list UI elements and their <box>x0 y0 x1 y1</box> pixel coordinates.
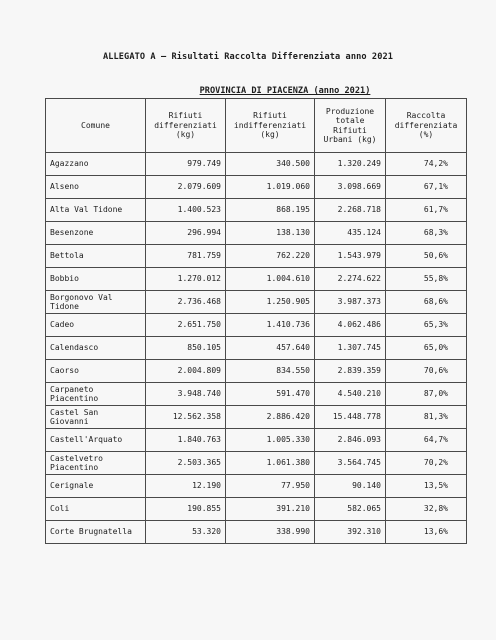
cell-produzione-totale: 1.320.249 <box>315 153 386 176</box>
cell-comune: Castelvetro Piacentino <box>46 452 146 475</box>
cell-rifiuti-differenziati: 1.270.012 <box>146 268 226 291</box>
table-row <box>46 291 467 314</box>
table-row <box>46 521 467 544</box>
cell-produzione-totale: 582.065 <box>315 498 386 521</box>
cell-rifiuti-indifferenziati: 1.019.060 <box>226 176 315 199</box>
cell-comune: Cadeo <box>46 314 146 337</box>
cell-comune: Caorso <box>46 360 146 383</box>
cell-comune: Besenzone <box>46 222 146 245</box>
cell-produzione-totale: 2.268.718 <box>315 199 386 222</box>
cell-rifiuti-differenziati: 12.562.358 <box>146 406 226 429</box>
cell-rifiuti-indifferenziati: 391.210 <box>226 498 315 521</box>
cell-raccolta-differenziata: 55,8% <box>386 268 467 291</box>
cell-rifiuti-differenziati: 2.503.365 <box>146 452 226 475</box>
cell-raccolta-differenziata: 68,3% <box>386 222 467 245</box>
cell-produzione-totale: 392.310 <box>315 521 386 544</box>
cell-rifiuti-differenziati: 2.651.750 <box>146 314 226 337</box>
table-row <box>46 222 467 245</box>
cell-comune: Castell'Arquato <box>46 429 146 452</box>
cell-comune: Calendasco <box>46 337 146 360</box>
cell-rifiuti-differenziati: 850.105 <box>146 337 226 360</box>
table-row <box>46 199 467 222</box>
cell-produzione-totale: 1.543.979 <box>315 245 386 268</box>
cell-comune: Carpaneto Piacentino <box>46 383 146 406</box>
cell-produzione-totale: 15.448.778 <box>315 406 386 429</box>
table-body <box>46 153 467 544</box>
cell-produzione-totale: 3.987.373 <box>315 291 386 314</box>
table-row <box>46 153 467 176</box>
cell-comune: Castel San Giovanni <box>46 406 146 429</box>
cell-rifiuti-indifferenziati: 77.950 <box>226 475 315 498</box>
cell-rifiuti-indifferenziati: 138.130 <box>226 222 315 245</box>
document-title: ALLEGATO A – Risultati Raccolta Differenziata anno 2021 <box>102 52 394 62</box>
cell-rifiuti-differenziati: 296.994 <box>146 222 226 245</box>
cell-raccolta-differenziata: 87,0% <box>386 383 467 406</box>
table-row <box>46 475 467 498</box>
cell-rifiuti-indifferenziati: 1.061.380 <box>226 452 315 475</box>
cell-produzione-totale: 4.540.210 <box>315 383 386 406</box>
header-comune: Comune <box>46 99 146 153</box>
cell-raccolta-differenziata: 64,7% <box>386 429 467 452</box>
cell-produzione-totale: 2.846.093 <box>315 429 386 452</box>
cell-raccolta-differenziata: 61,7% <box>386 199 467 222</box>
table-row <box>46 452 467 475</box>
table-row <box>46 429 467 452</box>
cell-comune: Bobbio <box>46 268 146 291</box>
results-table <box>45 98 467 544</box>
cell-comune: Corte Brugnatella <box>46 521 146 544</box>
cell-rifiuti-indifferenziati: 1.005.330 <box>226 429 315 452</box>
cell-raccolta-differenziata: 32,8% <box>386 498 467 521</box>
cell-rifiuti-differenziati: 3.948.740 <box>146 383 226 406</box>
header-rifiuti-indifferenziati: Rifiuti indifferenziati (kg) <box>226 99 315 153</box>
cell-rifiuti-indifferenziati: 1.250.905 <box>226 291 315 314</box>
cell-rifiuti-indifferenziati: 338.990 <box>226 521 315 544</box>
cell-produzione-totale: 3.564.745 <box>315 452 386 475</box>
cell-rifiuti-differenziati: 2.079.609 <box>146 176 226 199</box>
cell-raccolta-differenziata: 67,1% <box>386 176 467 199</box>
cell-produzione-totale: 3.098.669 <box>315 176 386 199</box>
cell-rifiuti-differenziati: 1.840.763 <box>146 429 226 452</box>
cell-raccolta-differenziata: 13,5% <box>386 475 467 498</box>
cell-raccolta-differenziata: 13,6% <box>386 521 467 544</box>
cell-comune: Coli <box>46 498 146 521</box>
cell-rifiuti-indifferenziati: 591.470 <box>226 383 315 406</box>
cell-rifiuti-differenziati: 12.190 <box>146 475 226 498</box>
cell-raccolta-differenziata: 81,3% <box>386 406 467 429</box>
table-row <box>46 360 467 383</box>
cell-raccolta-differenziata: 50,6% <box>386 245 467 268</box>
cell-comune: Cerignale <box>46 475 146 498</box>
table-row <box>46 245 467 268</box>
table-row <box>46 176 467 199</box>
cell-comune: Alseno <box>46 176 146 199</box>
cell-rifiuti-differenziati: 53.320 <box>146 521 226 544</box>
table-caption: PROVINCIA DI PIACENZA (anno 2021) <box>199 86 371 96</box>
header-produzione-totale: Produzione totale Rifiuti Urbani (kg) <box>315 99 386 153</box>
cell-rifiuti-differenziati: 781.759 <box>146 245 226 268</box>
cell-comune: Bettola <box>46 245 146 268</box>
cell-rifiuti-differenziati: 2.004.809 <box>146 360 226 383</box>
table-row <box>46 268 467 291</box>
cell-comune: Alta Val Tidone <box>46 199 146 222</box>
cell-rifiuti-indifferenziati: 457.640 <box>226 337 315 360</box>
table-header-row <box>46 99 467 153</box>
cell-produzione-totale: 2.274.622 <box>315 268 386 291</box>
cell-comune: Borgonovo Val Tidone <box>46 291 146 314</box>
cell-raccolta-differenziata: 70,6% <box>386 360 467 383</box>
table-row <box>46 337 467 360</box>
cell-rifiuti-indifferenziati: 1.410.736 <box>226 314 315 337</box>
table-row <box>46 383 467 406</box>
cell-comune: Agazzano <box>46 153 146 176</box>
cell-raccolta-differenziata: 65,0% <box>386 337 467 360</box>
cell-rifiuti-indifferenziati: 762.220 <box>226 245 315 268</box>
table-row <box>46 406 467 429</box>
cell-produzione-totale: 435.124 <box>315 222 386 245</box>
cell-produzione-totale: 2.839.359 <box>315 360 386 383</box>
cell-raccolta-differenziata: 65,3% <box>386 314 467 337</box>
cell-rifiuti-indifferenziati: 1.004.610 <box>226 268 315 291</box>
cell-rifiuti-indifferenziati: 868.195 <box>226 199 315 222</box>
cell-rifiuti-indifferenziati: 834.550 <box>226 360 315 383</box>
cell-produzione-totale: 1.307.745 <box>315 337 386 360</box>
cell-rifiuti-differenziati: 979.749 <box>146 153 226 176</box>
cell-rifiuti-indifferenziati: 2.886.420 <box>226 406 315 429</box>
table-row <box>46 314 467 337</box>
cell-produzione-totale: 90.140 <box>315 475 386 498</box>
cell-rifiuti-differenziati: 1.400.523 <box>146 199 226 222</box>
cell-rifiuti-differenziati: 2.736.468 <box>146 291 226 314</box>
cell-produzione-totale: 4.062.486 <box>315 314 386 337</box>
table-row <box>46 498 467 521</box>
header-raccolta-differenziata: Raccolta differenziata (%) <box>386 99 467 153</box>
header-rifiuti-differenziati: Rifiuti differenziati (kg) <box>146 99 226 153</box>
cell-raccolta-differenziata: 68,6% <box>386 291 467 314</box>
cell-rifiuti-differenziati: 190.855 <box>146 498 226 521</box>
cell-raccolta-differenziata: 70,2% <box>386 452 467 475</box>
cell-rifiuti-indifferenziati: 340.500 <box>226 153 315 176</box>
cell-raccolta-differenziata: 74,2% <box>386 153 467 176</box>
